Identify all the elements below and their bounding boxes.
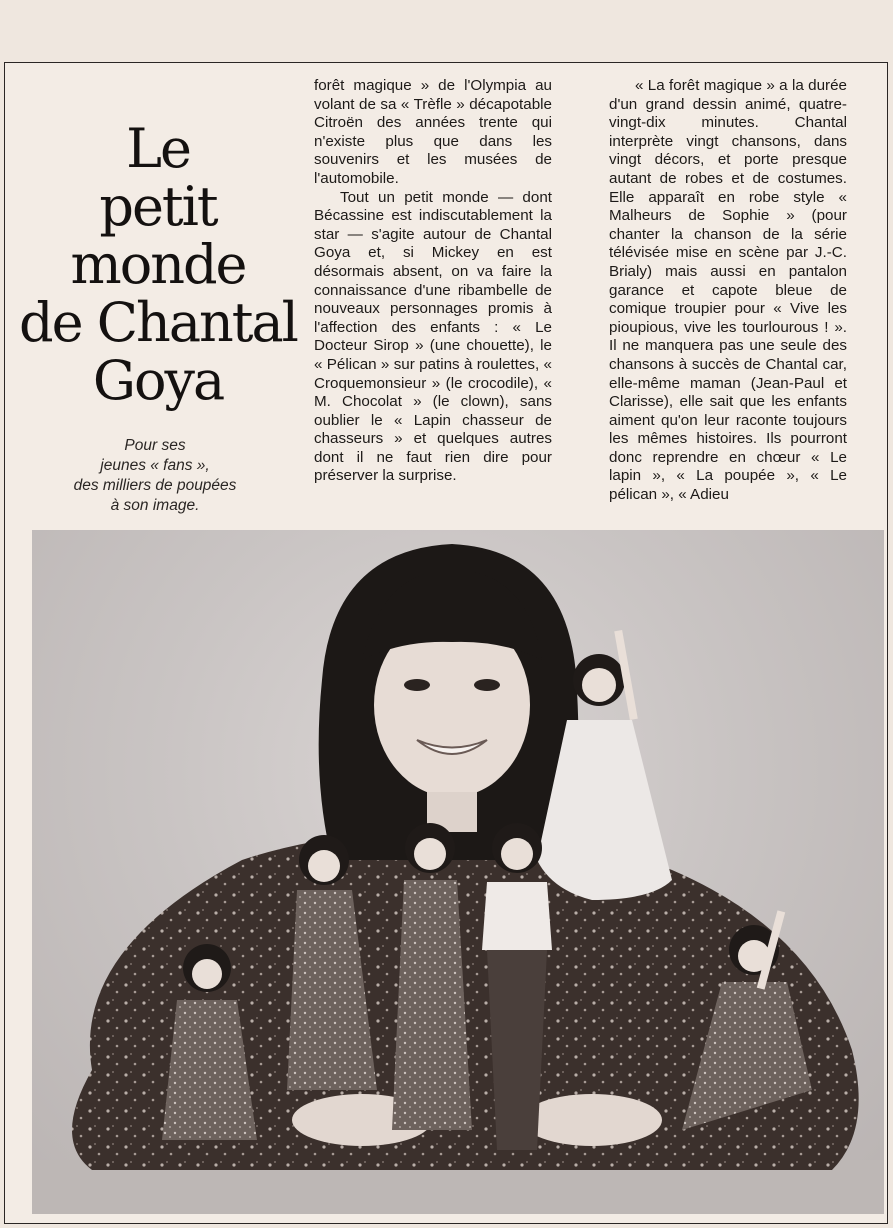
caption-line: jeunes « fans »,: [100, 457, 210, 474]
photo-chantal-goya-with-dolls: [32, 530, 884, 1214]
paragraph: forêt magique » de l'Olympia au volant de sa « Trèfle » décapotable Citroën des années trente qui n'existe plus que dans les souvenirs et les musées de l'automobile.: [314, 77, 552, 187]
article-column-2: [314, 77, 552, 486]
headline-line: Le: [126, 117, 190, 181]
headline-line: petit monde: [70, 175, 246, 297]
article-column-3: [609, 77, 847, 505]
photo-caption: [40, 436, 270, 516]
headline: [18, 117, 298, 413]
caption-line: à son image.: [110, 497, 200, 514]
caption-line: Pour ses: [124, 437, 186, 454]
paragraph: Tout un petit monde — dont Bécassine est indiscutablement la star — s'agite autour de Chantal Goya et, si Mickey en est désormais absent, on va faire la connaissance d'une ribambelle de nouveaux personnages promis à l'affection des enfants : « Le Docteur Sirop » (une chouette), le « Pélican » sur patins à roulettes, « Croquemonsieur » (le crocodile), « M. Chocolat » (le clown), sans oublier le « Lapin chasseur de chasseurs » et quelques autres dont il ne faut rien dire pour préserver la surprise.: [314, 188, 552, 485]
headline-line: Goya: [92, 349, 224, 413]
headline-line: de Chantal: [19, 291, 297, 355]
paragraph: « La forêt magique » a la durée d'un grand dessin animé, quatre-vingt-dix minutes. Chantal interprète vingt chansons, dans vingt décors, et porte presque autant de robes et de costumes. Elle apparaît en robe style « Malheurs de Sophie » (pour chanter la chanson de la série télévisée mise en scène par J.-C. Brialy) mais aussi en pantalon garance et capote bleue de comique troupier pour « Vive les pioupious, vive les tourlourous ! ». Il ne manquera pas une seule des chansons à succès de Chantal car, elle-même maman (Jean-Paul et Clarisse), elle sait que les enfants aiment qu'on leur raconte toujours les mêmes histoires. Ils pourront donc reprendre en chœur « Le lapin », « La poupée », « Le pélican », « Adieu: [609, 77, 847, 504]
caption-line: des milliers de poupées: [73, 477, 237, 494]
